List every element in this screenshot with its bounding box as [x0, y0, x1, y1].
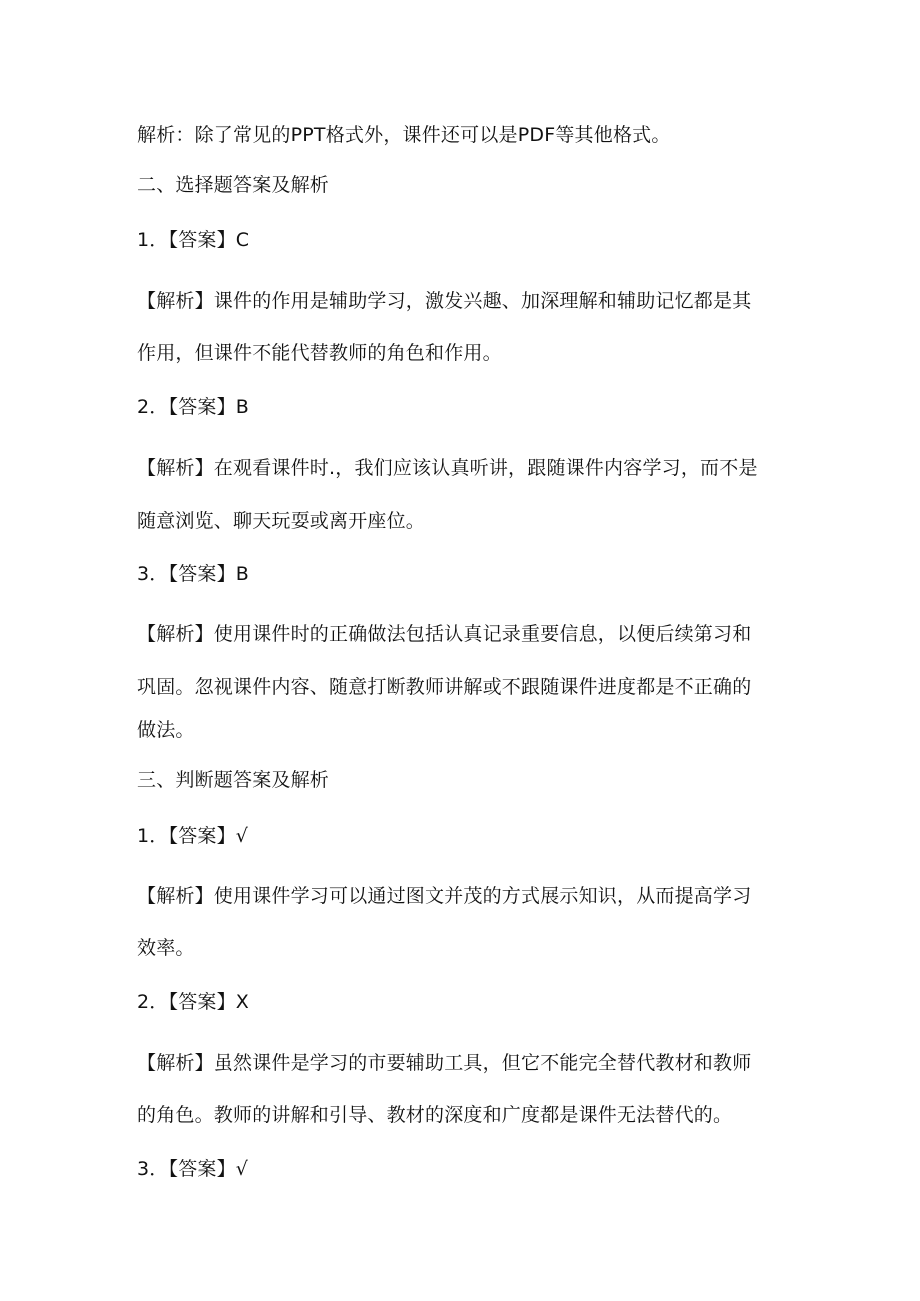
choice-q1-answer: 1．【答案】C	[137, 229, 250, 251]
choice-q3-answer: 3．【答案】B	[137, 563, 250, 585]
choice-section-title: 二、选择题答案及解析	[137, 174, 330, 196]
choice-q3-analysis-line-3: 做法。	[137, 719, 195, 741]
choice-q1-analysis-line-2: 作用，但课件不能代替教师的角色和作用。	[137, 342, 502, 364]
judge-q1-answer: 1．【答案】√	[137, 825, 249, 847]
judge-section-title: 三、判断题答案及解析	[137, 769, 330, 791]
intro-analysis-line: 解析：除了常见的PPT格式外，课件还可以是PDF等其他格式。	[137, 124, 671, 146]
choice-q2-analysis-line-1: 【解析】在观看课件时.，我们应该认真听讲，跟随课件内容学习，而不是	[137, 457, 758, 479]
judge-q2-answer: 2．【答案】X	[137, 991, 250, 1013]
judge-q3-answer: 3．【答案】√	[137, 1158, 249, 1180]
judge-q1-analysis-line-2: 效率。	[137, 937, 195, 959]
choice-q1-analysis-line-1: 【解析】课件的作用是辅助学习，激发兴趣、加深理解和辅助记忆都是其	[137, 290, 752, 312]
choice-q3-analysis-line-1: 【解析】使用课件时的正确做法包括认真记录重要信息，以便后续第习和	[137, 623, 752, 645]
judge-q2-analysis-line-2: 的角色。教师的讲解和引导、教材的深度和广度都是课件无法替代的。	[137, 1104, 733, 1126]
choice-q3-analysis-line-2: 巩固。忽视课件内容、随意打断教师讲解或不跟随课件进度都是不正确的	[137, 676, 752, 698]
choice-q2-analysis-line-2: 随意浏览、聊天玩耍或离开座位。	[137, 510, 426, 532]
judge-q1-analysis-line-1: 【解析】使用课件学习可以通过图文并茂的方式展示知识，从而提高学习	[137, 885, 752, 907]
choice-q2-answer: 2．【答案】B	[137, 396, 250, 418]
judge-q2-analysis-line-1: 【解析】虽然课件是学习的市要辅助工具，但它不能完全替代教材和教师	[137, 1052, 752, 1074]
